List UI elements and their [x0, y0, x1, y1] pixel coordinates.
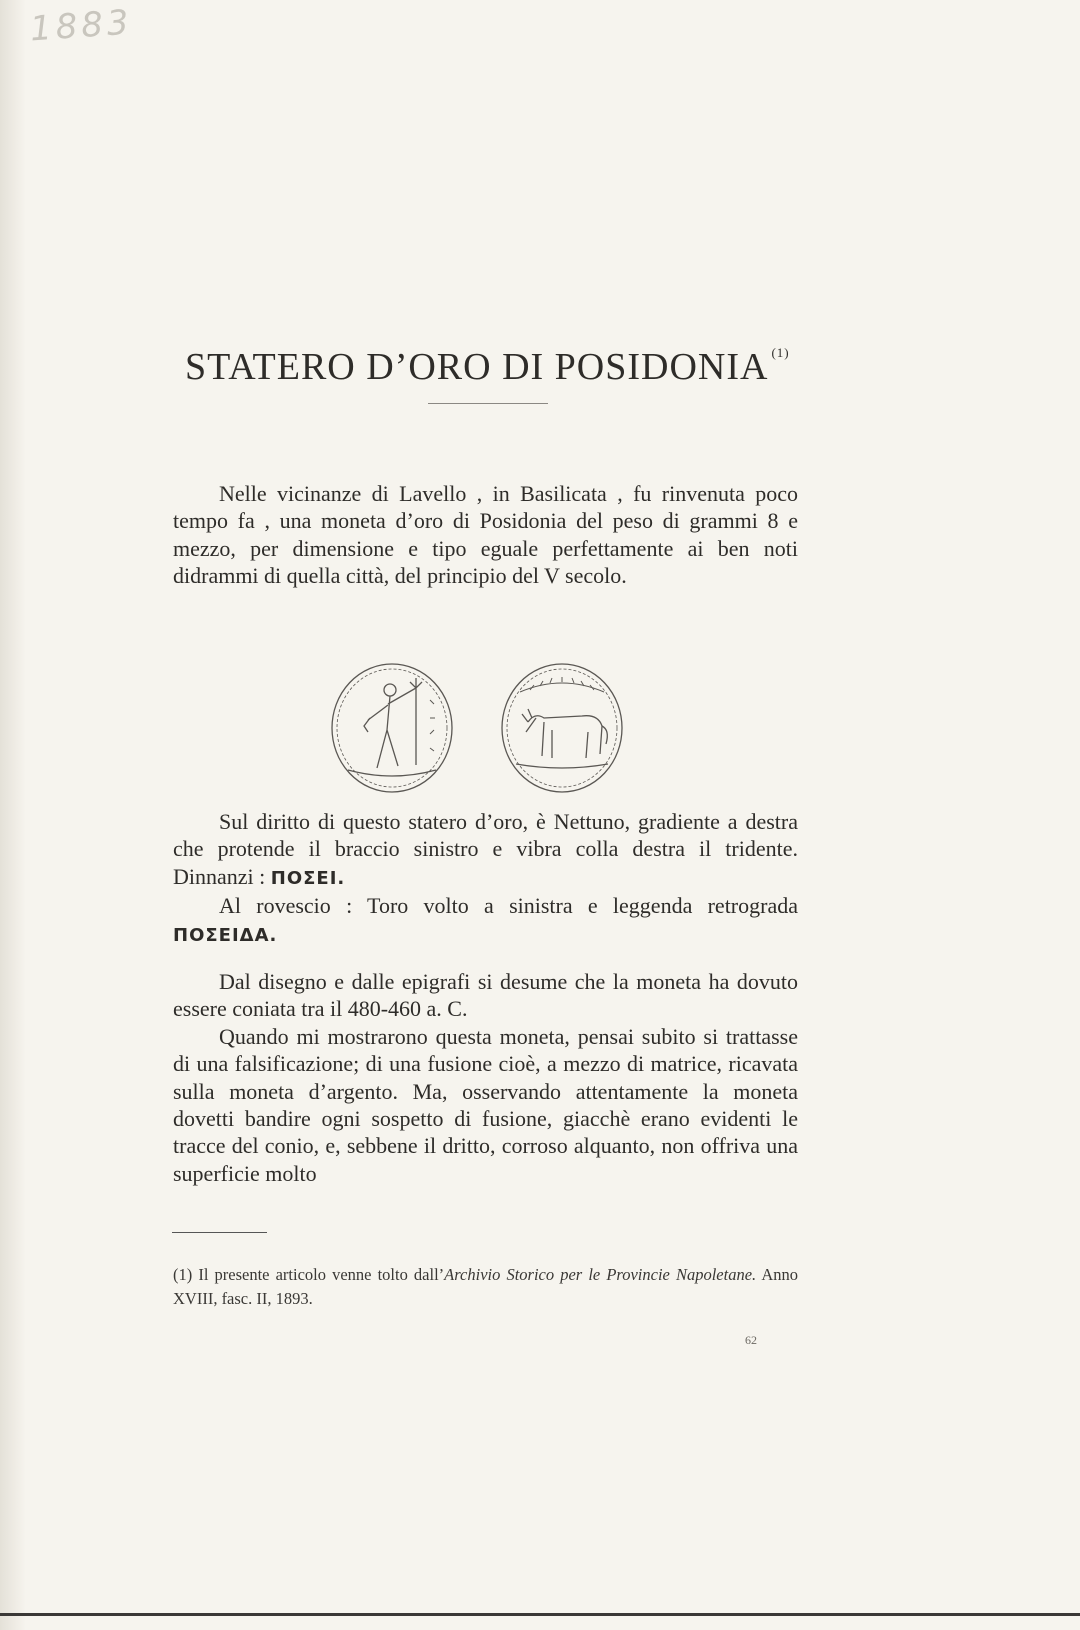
bottom-edge-line: [0, 1613, 1080, 1616]
title-footnote-marker: (1): [771, 345, 790, 360]
article-title: [185, 345, 805, 389]
obverse-text: Sul diritto di questo statero d’oro, è Nettuno, gradiente a destra che protende il braccio sinistro e vibra colla destra il tridente. Dinnanzi :: [173, 809, 798, 889]
main-text-block: [173, 968, 798, 1187]
reverse-legend: ΠΟΣΕΙΔΑ.: [173, 924, 278, 946]
obverse-legend-marks: [430, 700, 435, 751]
reverse-coin: [502, 664, 622, 792]
footnote-text: Il presente articolo venne tolto dall’: [198, 1265, 445, 1284]
dating-paragraph: Dal disegno e dalle epigrafi si desume che la moneta ha dovuto essere coniata tra il 480-460 a. C.: [173, 969, 798, 1022]
footnote-marker: (1): [173, 1265, 193, 1284]
intro-paragraph: Nelle vicinanze di Lavello , in Basilicata , fu rinvenuta poco tempo fa , una moneta d’oro di Posidonia del peso di grammi 8 e mezzo, per dimensione e tipo eguale perfettamente ai ben noti didrammi di quella città, del principio del V secolo.: [173, 481, 798, 589]
footnote-source: Archivio Storico per le Provincie Napoletane.: [444, 1265, 757, 1284]
footnote-divider: [172, 1232, 267, 1233]
page-number: 62: [745, 1333, 757, 1347]
footnote-details: Anno XVIII, fasc. II, 1893.: [173, 1265, 798, 1308]
coin-description-block: [173, 808, 798, 949]
page-edge-shadow: [0, 0, 26, 1630]
footnote: [173, 1263, 798, 1311]
coin-illustration: [330, 660, 660, 800]
title-divider: [428, 403, 548, 404]
obverse-legend: ΠΟΣΕΙ.: [270, 867, 346, 889]
analysis-paragraph: Quando mi mostrarono questa moneta, pensai subito si trattasse di una falsificazione; di una fusione cioè, a mezzo di matrice, ricavata sulla moneta d’argento. Ma, osservando attentamente la moneta dovetti bandire ogni sospetto di fusione, giacchè erano evidenti le tracce del conio, e, sebbene il dritto, corroso alquanto, non offriva una superficie molto: [173, 1023, 798, 1186]
reverse-text: Al rovescio : Toro volto a sinistra e leggenda retrograda: [219, 893, 798, 919]
intro-paragraph-block: [173, 480, 798, 590]
title-text: STATERO D’ORO DI POSIDONIA: [185, 346, 769, 388]
obverse-coin: [332, 664, 452, 792]
obverse-description: [173, 808, 798, 892]
pencil-margin-note: 1883: [28, 2, 134, 50]
reverse-description: [173, 892, 798, 949]
